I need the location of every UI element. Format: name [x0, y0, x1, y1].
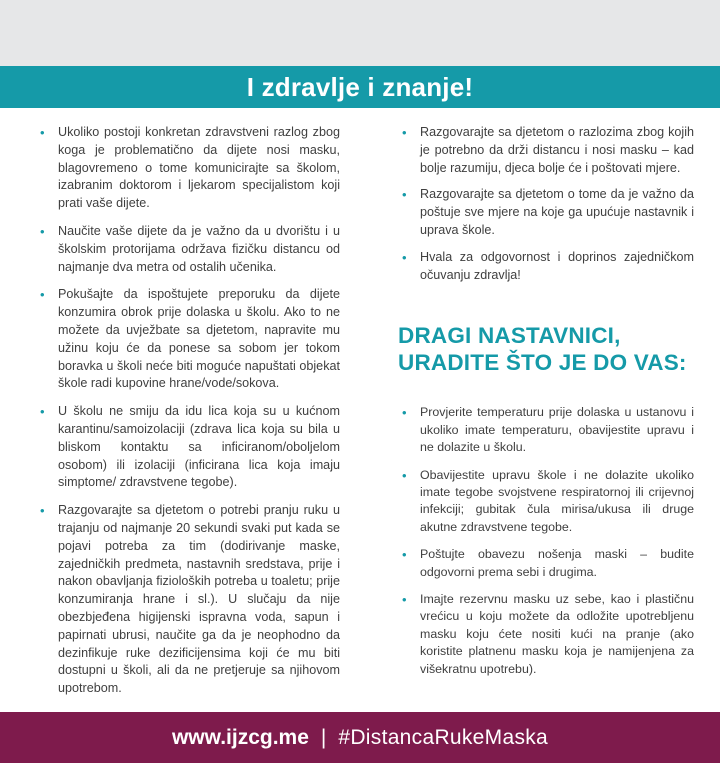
- list-item: • Razgovarajte sa djetetom o tome da je važno da poštuje sve mjere na koje ga upućuje nastavnik i uprava škole.: [398, 186, 694, 239]
- page-title: I zdravlje i znanje!: [246, 71, 474, 102]
- right-bullet-list-teachers: [398, 404, 694, 678]
- list-item: • Hvala za odgovornost i doprinos zajedničkom očuvanju zdravlja!: [398, 249, 694, 285]
- list-item: • Obavijestite upravu škole i ne dolazite ukoliko imate tegobe svojstvene respiratornoj ili crijevnoj infekciji; gubitak čula mirisa/ukusa ili druge akutne zdravstvene tegobe.: [398, 467, 694, 537]
- teachers-heading-line1: DRAGI NASTAVNICI,: [398, 323, 621, 349]
- footer-separator: |: [320, 725, 327, 749]
- list-item: • Poštujte obavezu nošenja maski – budite odgovorni prema sebi i drugima.: [398, 546, 694, 581]
- list-item: • Pokušajte da ispoštujete preporuku da dijete konzumira obrok prije dolaska u školu. Ako to ne možete da uvježbate sa djetetom, napravite mu užinu koju će da ponese sa sobom jer tokom boravka u školi neće biti moguće napuštati objekat škole radi kupovine hrane/vode/sokova.: [36, 286, 340, 393]
- teachers-heading: [398, 322, 694, 376]
- left-bullet-list: [36, 124, 340, 698]
- right-bullet-list-parents: [398, 124, 694, 284]
- list-item: • Razgovarajte sa djetetom o potrebi pranju ruku u trajanju od najmanje 20 sekundi svaki put kada se pojavi potreba za tim (dodirivanje maske, zajedničkih predmeta, nastavnih sredstava, prije i nakon obavljanja fizioloških potreba u toaletu; prije konzumiranja hrane i sl.). U slučaju da nije obezbjeđena higijenski ispravna voda, sapun i papirnati ubrusi, naučite ga da je neophodno da dezinfikuje ruke dezificijensima koji će mu biti dostupni u školi, ali da ne pretjeruje sa njihovom upotrebom.: [36, 502, 340, 698]
- list-item: • Razgovarajte sa djetetom o razlozima zbog kojih je potrebno da drži distancu i nosi masku – kad bolje razumiju, djeca bolje će i poštovati mjere.: [398, 124, 694, 177]
- top-gray-strip: [0, 0, 720, 66]
- list-item: • Ukoliko postoji konkretan zdravstveni razlog zbog koga je problematično da dijete nosi masku, blagovremeno o tome komunicirajte sa školom, izabranim doktorom i ljekarom specijalistom koji prati vaše dijete.: [36, 124, 340, 213]
- right-column: [398, 124, 694, 688]
- list-item: • U školu ne smiju da idu lica koja su u kućnom karantinu/samoizolaciji (zdrava lica koja su bila u bliskom kontaktu sa inficiranom/oboljelom osobom) ili izolaciji (inficirana lica koja imaju simptome/ zdravstvene tegobe).: [36, 403, 340, 492]
- title-banner: [0, 66, 720, 108]
- list-item: • Imajte rezervnu masku uz sebe, kao i plastičnu vrećicu u koju možete da odložite upotrebljenu masku koju ćete nositi kući na pranje (ako koristite platnenu masku koja je namijenjena za višekratnu upotrebu).: [398, 591, 694, 678]
- campaign-hashtag: #DistancaRukeMaska: [338, 725, 549, 749]
- list-item: • Provjerite temperaturu prije dolaska u ustanovu i ukoliko imate temperaturu, obavijestite upravu i ne dolazite u školu.: [398, 404, 694, 456]
- website-link[interactable]: www.ijzcg.me: [171, 725, 309, 749]
- left-column: [36, 124, 340, 708]
- list-item: • Naučite vaše dijete da je važno da u dvorištu i u školskim protorijama održava fizičku distancu od najmanje dva metra od ostalih učenika.: [36, 223, 340, 276]
- footer-banner: [0, 712, 720, 763]
- teachers-heading-line2: URADITE ŠTO JE DO VAS:: [398, 350, 687, 376]
